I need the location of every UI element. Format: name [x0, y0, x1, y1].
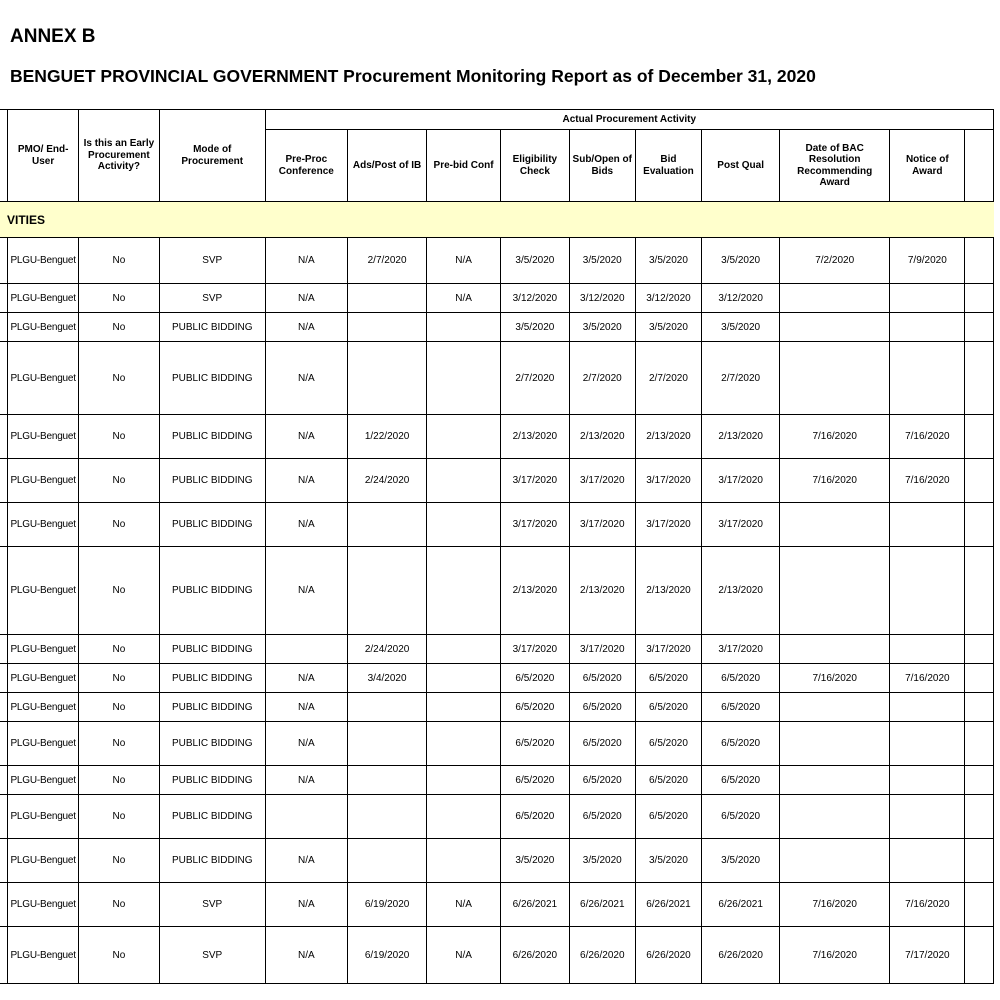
table-row — [0, 547, 994, 635]
cell-postqual: 3/5/2020 — [702, 238, 780, 284]
cell-prebid — [427, 839, 501, 883]
cell-bideval: 2/7/2020 — [635, 342, 701, 415]
cell-elig: 2/7/2020 — [501, 342, 570, 415]
table-row — [0, 766, 994, 795]
cell-bideval: 6/26/2020 — [635, 927, 701, 984]
cell-cut-right — [965, 664, 994, 693]
cell-sub: 6/26/2021 — [569, 883, 635, 927]
header-post-qual: Post Qual — [702, 130, 780, 202]
cell-prebid: N/A — [427, 238, 501, 284]
cell-bideval: 6/26/2021 — [635, 883, 701, 927]
table-row — [0, 635, 994, 664]
cell-pmo: PLGU-Benguet — [8, 839, 78, 883]
cell-bac — [780, 503, 890, 547]
cell-sub: 3/5/2020 — [569, 313, 635, 342]
cell-prebid — [427, 503, 501, 547]
cell-mode: PUBLIC BIDDING — [159, 795, 265, 839]
cell-early: No — [78, 635, 159, 664]
cell-bac — [780, 795, 890, 839]
cell-cut-left — [0, 238, 8, 284]
cell-elig: 6/5/2020 — [501, 722, 570, 766]
cell-cut-right — [965, 635, 994, 664]
cell-preproc: N/A — [265, 238, 348, 284]
cell-ads — [348, 839, 427, 883]
cell-sub: 6/5/2020 — [569, 722, 635, 766]
cell-noa — [890, 342, 965, 415]
cell-prebid: N/A — [427, 883, 501, 927]
cell-pmo: PLGU-Benguet — [8, 635, 78, 664]
cell-postqual: 2/7/2020 — [702, 342, 780, 415]
table-row — [0, 313, 994, 342]
table-row — [0, 693, 994, 722]
table-row — [0, 503, 994, 547]
cell-noa: 7/16/2020 — [890, 664, 965, 693]
table-row — [0, 284, 994, 313]
table-row — [0, 664, 994, 693]
table-row — [0, 883, 994, 927]
cell-noa: 7/16/2020 — [890, 415, 965, 459]
cell-preproc: N/A — [265, 839, 348, 883]
cell-cut-right — [965, 927, 994, 984]
cell-prebid — [427, 342, 501, 415]
cell-cut-left — [0, 839, 8, 883]
cell-mode: PUBLIC BIDDING — [159, 547, 265, 635]
cell-sub: 6/5/2020 — [569, 795, 635, 839]
cell-pmo: PLGU-Benguet — [8, 503, 78, 547]
cell-cut-right — [965, 415, 994, 459]
cell-preproc: N/A — [265, 503, 348, 547]
cell-bac: 7/2/2020 — [780, 238, 890, 284]
cell-pmo: PLGU-Benguet — [8, 284, 78, 313]
cell-bideval: 6/5/2020 — [635, 722, 701, 766]
cell-cut-left — [0, 503, 8, 547]
cell-cut-left — [0, 635, 8, 664]
cell-prebid — [427, 664, 501, 693]
cell-elig: 2/13/2020 — [501, 547, 570, 635]
cell-postqual: 3/5/2020 — [702, 313, 780, 342]
cell-elig: 3/17/2020 — [501, 635, 570, 664]
cell-ads — [348, 795, 427, 839]
cell-sub: 3/17/2020 — [569, 635, 635, 664]
cell-preproc: N/A — [265, 547, 348, 635]
cell-elig: 6/5/2020 — [501, 693, 570, 722]
cell-early: No — [78, 664, 159, 693]
cell-noa: 7/16/2020 — [890, 883, 965, 927]
cell-mode: PUBLIC BIDDING — [159, 664, 265, 693]
cell-prebid — [427, 547, 501, 635]
report-table-viewport — [0, 109, 1000, 1000]
cell-bac: 7/16/2020 — [780, 927, 890, 984]
table-row — [0, 415, 994, 459]
cell-pmo: PLGU-Benguet — [8, 238, 78, 284]
cell-cut-left — [0, 342, 8, 415]
table-row — [0, 722, 994, 766]
section-row — [0, 202, 994, 238]
cell-noa: 7/17/2020 — [890, 927, 965, 984]
cell-bac — [780, 342, 890, 415]
cell-postqual: 6/5/2020 — [702, 693, 780, 722]
cell-prebid — [427, 795, 501, 839]
cell-bac — [780, 766, 890, 795]
cell-sub: 6/5/2020 — [569, 766, 635, 795]
cell-postqual: 3/17/2020 — [702, 503, 780, 547]
cell-cut-left — [0, 664, 8, 693]
cell-noa — [890, 693, 965, 722]
cell-early: No — [78, 459, 159, 503]
cell-noa — [890, 722, 965, 766]
cell-ads: 3/4/2020 — [348, 664, 427, 693]
cell-cut-right — [965, 459, 994, 503]
cell-ads: 6/19/2020 — [348, 883, 427, 927]
table-body — [0, 202, 994, 984]
cell-cut-right — [965, 503, 994, 547]
cell-early: No — [78, 795, 159, 839]
cell-postqual: 6/5/2020 — [702, 722, 780, 766]
cell-noa — [890, 766, 965, 795]
cell-early: No — [78, 503, 159, 547]
cell-sub: 3/5/2020 — [569, 238, 635, 284]
cell-early: No — [78, 839, 159, 883]
cell-elig: 6/5/2020 — [501, 664, 570, 693]
cell-early: No — [78, 722, 159, 766]
cell-bideval: 6/5/2020 — [635, 766, 701, 795]
cell-sub: 2/13/2020 — [569, 547, 635, 635]
cell-cut-left — [0, 415, 8, 459]
cell-noa: 7/16/2020 — [890, 459, 965, 503]
cell-pmo: PLGU-Benguet — [8, 342, 78, 415]
cell-mode: PUBLIC BIDDING — [159, 722, 265, 766]
cell-ads: 6/19/2020 — [348, 927, 427, 984]
cell-noa — [890, 284, 965, 313]
cell-bac: 7/16/2020 — [780, 883, 890, 927]
cell-pmo: PLGU-Benguet — [8, 459, 78, 503]
cell-postqual: 6/5/2020 — [702, 664, 780, 693]
cell-bideval: 3/5/2020 — [635, 313, 701, 342]
cell-mode: SVP — [159, 927, 265, 984]
cell-bideval: 6/5/2020 — [635, 664, 701, 693]
cell-mode: PUBLIC BIDDING — [159, 635, 265, 664]
header-mode: Mode of Procurement — [159, 110, 265, 202]
cell-prebid — [427, 313, 501, 342]
cell-bideval: 3/17/2020 — [635, 635, 701, 664]
cell-postqual: 2/13/2020 — [702, 547, 780, 635]
header-prebid: Pre-bid Conf — [427, 130, 501, 202]
cell-bac: 7/16/2020 — [780, 664, 890, 693]
cell-early: No — [78, 238, 159, 284]
cell-elig: 3/5/2020 — [501, 313, 570, 342]
cell-pmo: PLGU-Benguet — [8, 415, 78, 459]
cell-cut-right — [965, 766, 994, 795]
cell-sub: 2/13/2020 — [569, 415, 635, 459]
cell-postqual: 3/17/2020 — [702, 635, 780, 664]
cell-mode: PUBLIC BIDDING — [159, 415, 265, 459]
cell-preproc: N/A — [265, 415, 348, 459]
cell-mode: SVP — [159, 284, 265, 313]
cell-pmo: PLGU-Benguet — [8, 313, 78, 342]
cell-cut-left — [0, 766, 8, 795]
cell-bideval: 6/5/2020 — [635, 795, 701, 839]
cell-early: No — [78, 313, 159, 342]
cell-pmo: PLGU-Benguet — [8, 722, 78, 766]
cell-mode: SVP — [159, 238, 265, 284]
cell-pmo: PLGU-Benguet — [8, 766, 78, 795]
cell-preproc: N/A — [265, 284, 348, 313]
cell-preproc: N/A — [265, 766, 348, 795]
cell-early: No — [78, 766, 159, 795]
cell-cut-left — [0, 284, 8, 313]
cell-cut-right — [965, 693, 994, 722]
header-pmo: PMO/ End-User — [8, 110, 78, 202]
cell-preproc — [265, 635, 348, 664]
cell-mode: PUBLIC BIDDING — [159, 839, 265, 883]
cell-mode: PUBLIC BIDDING — [159, 342, 265, 415]
cell-prebid — [427, 693, 501, 722]
cell-early: No — [78, 547, 159, 635]
cell-postqual: 3/17/2020 — [702, 459, 780, 503]
table-row — [0, 342, 994, 415]
cell-ads: 1/22/2020 — [348, 415, 427, 459]
cell-preproc: N/A — [265, 883, 348, 927]
cell-sub: 3/5/2020 — [569, 839, 635, 883]
cell-ads — [348, 766, 427, 795]
cell-postqual: 6/5/2020 — [702, 766, 780, 795]
cell-bac — [780, 547, 890, 635]
header-bid-eval: Bid Evaluation — [635, 130, 701, 202]
cell-sub: 6/5/2020 — [569, 664, 635, 693]
cell-bac — [780, 284, 890, 313]
cell-preproc: N/A — [265, 664, 348, 693]
cell-elig: 3/5/2020 — [501, 839, 570, 883]
cell-ads — [348, 547, 427, 635]
cell-mode: PUBLIC BIDDING — [159, 766, 265, 795]
cell-postqual: 2/13/2020 — [702, 415, 780, 459]
cell-ads — [348, 722, 427, 766]
cell-bideval: 2/13/2020 — [635, 415, 701, 459]
cell-sub: 6/5/2020 — [569, 693, 635, 722]
cell-elig: 3/17/2020 — [501, 503, 570, 547]
report-title: BENGUET PROVINCIAL GOVERNMENT Procurement Monitoring Report as of December 31, 2020 — [10, 66, 816, 86]
cell-postqual: 3/5/2020 — [702, 839, 780, 883]
cell-sub: 6/26/2020 — [569, 927, 635, 984]
cell-early: No — [78, 927, 159, 984]
cell-early: No — [78, 342, 159, 415]
cell-ads — [348, 503, 427, 547]
procurement-table — [0, 109, 994, 984]
header-actual-activity: Actual Procurement Activity — [265, 110, 993, 130]
cell-early: No — [78, 693, 159, 722]
header-sub-open: Sub/Open of Bids — [569, 130, 635, 202]
cell-elig: 6/5/2020 — [501, 766, 570, 795]
cell-sub: 2/7/2020 — [569, 342, 635, 415]
header-notice-award: Notice of Award — [890, 130, 965, 202]
cell-cut-right — [965, 313, 994, 342]
cell-cut-left — [0, 459, 8, 503]
cell-bac — [780, 635, 890, 664]
cell-postqual: 3/12/2020 — [702, 284, 780, 313]
cell-preproc: N/A — [265, 693, 348, 722]
cell-cut-left — [0, 883, 8, 927]
header-eligibility: Eligibility Check — [501, 130, 570, 202]
table-row — [0, 927, 994, 984]
cell-bac: 7/16/2020 — [780, 459, 890, 503]
cell-mode: PUBLIC BIDDING — [159, 503, 265, 547]
cell-ads: 2/24/2020 — [348, 459, 427, 503]
cell-elig: 3/17/2020 — [501, 459, 570, 503]
cell-ads — [348, 313, 427, 342]
table-row — [0, 238, 994, 284]
header-bac-resolution: Date of BAC Resolution Recommending Award — [780, 130, 890, 202]
cell-ads — [348, 342, 427, 415]
table-header — [0, 110, 994, 202]
cell-ads — [348, 284, 427, 313]
cell-cut-right — [965, 839, 994, 883]
cell-bideval: 3/5/2020 — [635, 238, 701, 284]
cell-mode: PUBLIC BIDDING — [159, 459, 265, 503]
cell-early: No — [78, 284, 159, 313]
cell-bideval: 2/13/2020 — [635, 547, 701, 635]
cell-preproc: N/A — [265, 927, 348, 984]
cell-early: No — [78, 883, 159, 927]
cell-postqual: 6/26/2020 — [702, 927, 780, 984]
cell-pmo: PLGU-Benguet — [8, 927, 78, 984]
cell-postqual: 6/5/2020 — [702, 795, 780, 839]
cell-preproc: N/A — [265, 459, 348, 503]
cell-cut-right — [965, 284, 994, 313]
cell-cut-left — [0, 722, 8, 766]
cell-ads — [348, 693, 427, 722]
header-early: Is this an Early Procurement Activity? — [78, 110, 159, 202]
table-row — [0, 795, 994, 839]
cell-preproc: N/A — [265, 722, 348, 766]
cell-elig: 3/12/2020 — [501, 284, 570, 313]
cell-bideval: 3/17/2020 — [635, 503, 701, 547]
cell-ads: 2/24/2020 — [348, 635, 427, 664]
table-row — [0, 459, 994, 503]
cell-pmo: PLGU-Benguet — [8, 693, 78, 722]
cell-early: No — [78, 415, 159, 459]
cell-noa — [890, 795, 965, 839]
cell-prebid — [427, 766, 501, 795]
cell-bideval: 3/5/2020 — [635, 839, 701, 883]
cell-bideval: 6/5/2020 — [635, 693, 701, 722]
cell-cut-left — [0, 547, 8, 635]
cell-bac — [780, 313, 890, 342]
cell-cut-left — [0, 693, 8, 722]
annex-label: ANNEX B — [10, 26, 96, 47]
cell-cut-right — [965, 342, 994, 415]
cell-elig: 6/26/2021 — [501, 883, 570, 927]
cell-pmo: PLGU-Benguet — [8, 664, 78, 693]
cell-preproc: N/A — [265, 342, 348, 415]
cell-prebid — [427, 722, 501, 766]
cell-bac — [780, 839, 890, 883]
cell-elig: 2/13/2020 — [501, 415, 570, 459]
cell-cut-right — [965, 722, 994, 766]
cell-mode: PUBLIC BIDDING — [159, 313, 265, 342]
cell-cut-right — [965, 238, 994, 284]
cell-elig: 6/26/2020 — [501, 927, 570, 984]
cell-cut-right — [965, 547, 994, 635]
cell-bideval: 3/17/2020 — [635, 459, 701, 503]
cell-pmo: PLGU-Benguet — [8, 795, 78, 839]
cell-noa — [890, 839, 965, 883]
cell-prebid: N/A — [427, 284, 501, 313]
cell-mode: PUBLIC BIDDING — [159, 693, 265, 722]
cell-pmo: PLGU-Benguet — [8, 547, 78, 635]
cell-bac — [780, 722, 890, 766]
header-ads: Ads/Post of IB — [348, 130, 427, 202]
cell-bac — [780, 693, 890, 722]
cell-prebid — [427, 635, 501, 664]
cell-prebid: N/A — [427, 927, 501, 984]
table-row — [0, 839, 994, 883]
cell-noa: 7/9/2020 — [890, 238, 965, 284]
cell-preproc: N/A — [265, 313, 348, 342]
cell-ads: 2/7/2020 — [348, 238, 427, 284]
cell-cut-left — [0, 795, 8, 839]
header-cut-col — [0, 110, 8, 202]
cell-prebid — [427, 459, 501, 503]
cell-cut-left — [0, 313, 8, 342]
section-label: VITIES — [0, 202, 994, 238]
cell-preproc — [265, 795, 348, 839]
header-cut-right — [965, 130, 994, 202]
cell-sub: 3/17/2020 — [569, 503, 635, 547]
cell-sub: 3/17/2020 — [569, 459, 635, 503]
cell-noa — [890, 313, 965, 342]
cell-postqual: 6/26/2021 — [702, 883, 780, 927]
cell-prebid — [427, 415, 501, 459]
header-preproc: Pre-Proc Conference — [265, 130, 348, 202]
cell-elig: 3/5/2020 — [501, 238, 570, 284]
cell-noa — [890, 635, 965, 664]
cell-noa — [890, 503, 965, 547]
cell-cut-left — [0, 927, 8, 984]
cell-bac: 7/16/2020 — [780, 415, 890, 459]
cell-elig: 6/5/2020 — [501, 795, 570, 839]
cell-cut-right — [965, 883, 994, 927]
cell-bideval: 3/12/2020 — [635, 284, 701, 313]
cell-noa — [890, 547, 965, 635]
cell-pmo: PLGU-Benguet — [8, 883, 78, 927]
cell-sub: 3/12/2020 — [569, 284, 635, 313]
cell-mode: SVP — [159, 883, 265, 927]
cell-cut-right — [965, 795, 994, 839]
